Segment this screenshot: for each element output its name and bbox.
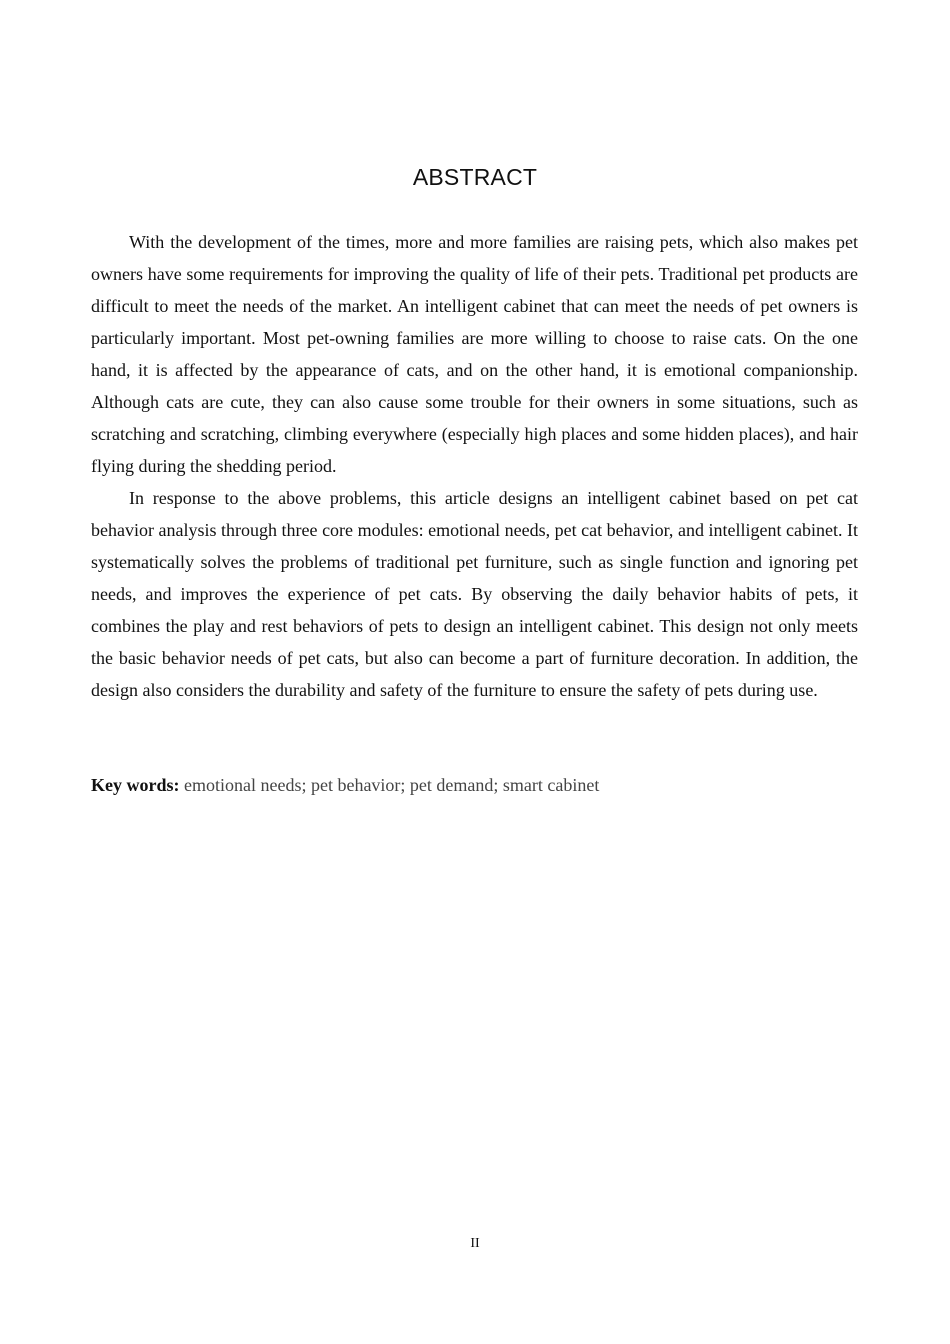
keywords-label: Key words: (91, 775, 180, 795)
abstract-paragraph-2: In response to the above problems, this article designs an intelligent cabinet based on pet cat behavior analysis through three core modules: emotional needs, pet cat behavior, and intelligent cabinet. It systematically solves the problems of traditional pet furniture, such as single function and ignoring pet needs, and improves the experience of pet cats. By observing the daily behavior habits of pets, it combines the play and rest behaviors of pets to design an intelligent cabinet. This design not only meets the basic behavior needs of pet cats, but also can become a part of furniture decoration. In addition, the design also considers the durability and safety of the furniture to ensure the safety of pets during use. (91, 488, 858, 700)
abstract-body (91, 226, 858, 706)
keywords-line (91, 769, 858, 801)
abstract-paragraph-1: With the development of the times, more and more families are raising pets, which also makes pet owners have some requirements for improving the quality of life of their pets. Traditional pet products are difficult to meet the needs of the market. An intelligent cabinet that can meet the needs of pet owners is particularly important. Most pet-owning families are more willing to choose to raise cats. On the one hand, it is affected by the appearance of cats, and on the other hand, it is emotional companionship. Although cats are cute, they can also cause some trouble for their owners in some situations, such as scratching and scratching, climbing everywhere (especially high places and some hidden places), and hair flying during the shedding period. (91, 232, 858, 476)
page-number: II (470, 1236, 480, 1251)
keywords-text: emotional needs; pet behavior; pet demand; smart cabinet (184, 775, 600, 795)
abstract-title: ABSTRACT (412, 164, 538, 190)
